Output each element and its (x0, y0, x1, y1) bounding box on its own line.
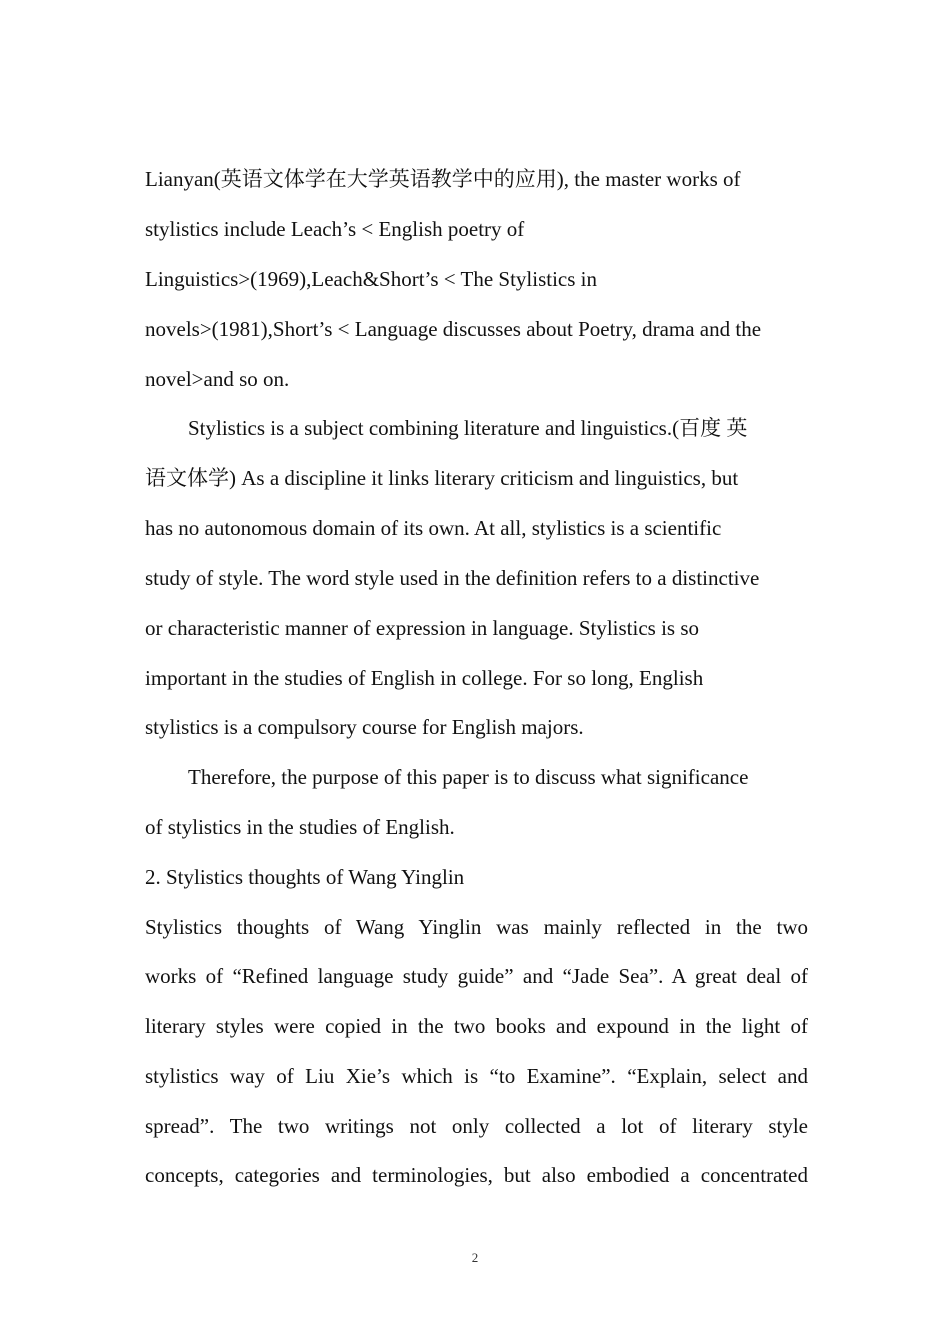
text-line: or characteristic manner of expression in language. Stylistics is so (145, 616, 700, 640)
text-line: concepts, categories and terminologies, but also embodied a concentrated (145, 1163, 808, 1187)
text-line: stylistics is a compulsory course for English majors. (145, 715, 584, 739)
text-line: study of style. The word style used in the definition refers to a distinctive (145, 566, 760, 590)
section-heading: 2. Stylistics thoughts of Wang Yinglin (145, 865, 465, 889)
text-line: stylistics include Leach’s < English poetry of (145, 217, 525, 241)
paragraph-first-line: Stylistics is a subject combining literature and linguistics.(百度 英 (188, 416, 748, 440)
text-line: literary styles were copied in the two books and expound in the light of (145, 1014, 808, 1038)
paragraph-first-line: Therefore, the purpose of this paper is to discuss what significance (188, 765, 749, 789)
text-line: Lianyan(英语文体学在大学英语教学中的应用), the master works of (145, 167, 741, 191)
text-line: works of “Refined language study guide” and “Jade Sea”. A great deal of (145, 964, 808, 988)
text-line: Linguistics>(1969),Leach&Short’s < The Stylistics in (145, 267, 598, 291)
text-line: novels>(1981),Short’s < Language discusses about Poetry, drama and the (145, 317, 762, 341)
text-line: stylistics way of Liu Xie’s which is “to Examine”. “Explain, select and (145, 1064, 808, 1088)
text-line: of stylistics in the studies of English. (145, 815, 455, 839)
text-line: important in the studies of English in college. For so long, English (145, 666, 704, 690)
text-line: 语文体学) As a discipline it links literary criticism and linguistics, but (145, 466, 739, 490)
text-line: has no autonomous domain of its own. At all, stylistics is a scientific (145, 516, 722, 540)
text-line: spread”. The two writings not only collected a lot of literary style (145, 1114, 808, 1138)
text-line: novel>and so on. (145, 367, 290, 391)
page-number: 2 (471, 1250, 479, 1265)
text-line: Stylistics thoughts of Wang Yinglin was mainly reflected in the two (145, 915, 808, 939)
